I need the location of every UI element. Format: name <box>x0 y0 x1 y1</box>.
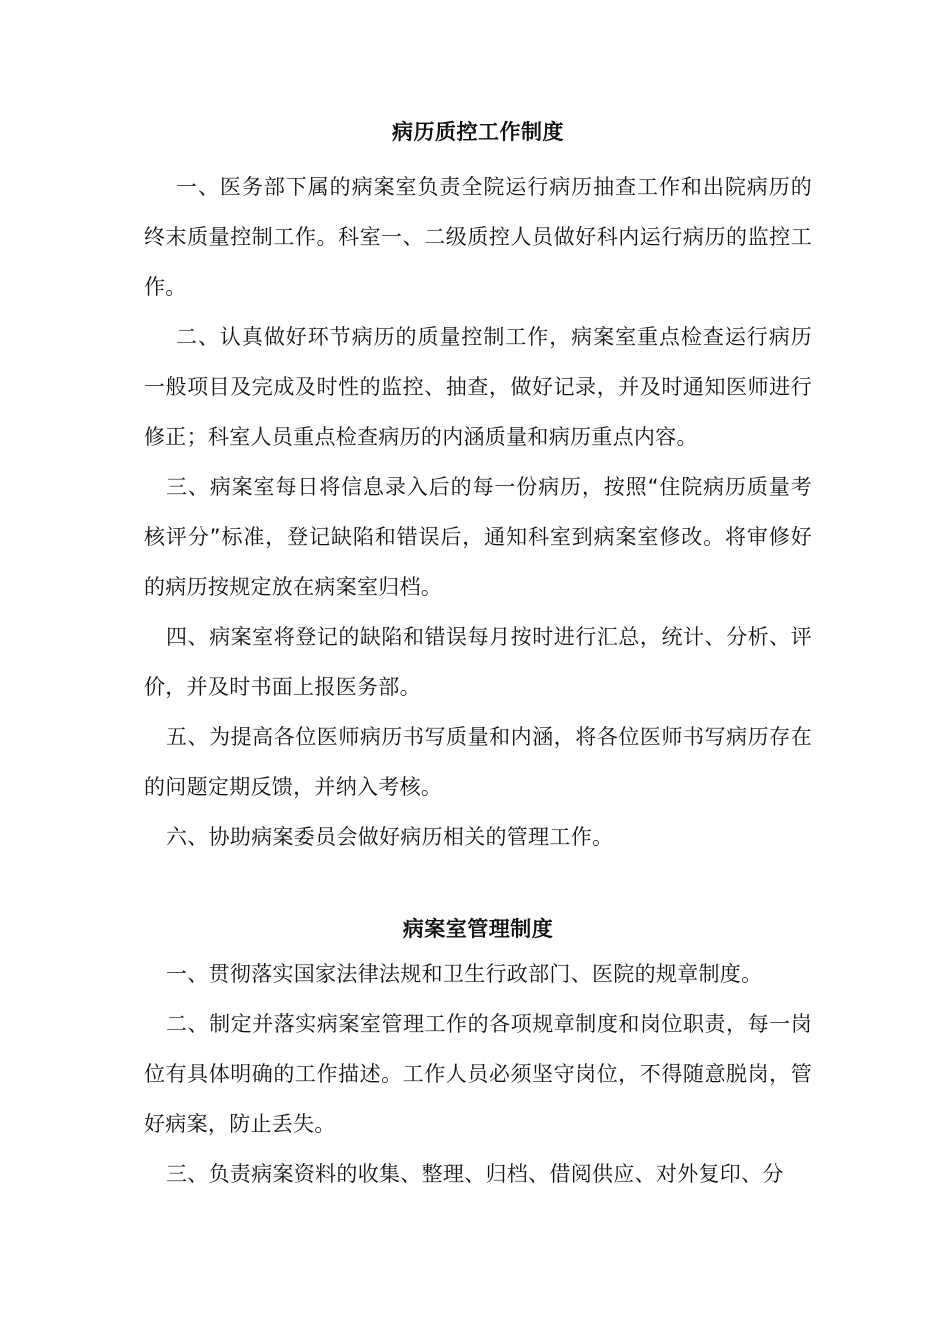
paragraph: 二、认真做好环节病历的质量控制工作，病案室重点检查运行病历一般项目及完成及时性的监控、抽查，做好记录，并及时通知医师进行修正；科室人员重点检查病历的内涵质量和病历重点内容。 <box>144 325 812 449</box>
paragraph: 五、为提高各位医师病历书写质量和内涵，将各位医师书写病历存在的问题定期反馈，并纳入考核。 <box>144 725 812 799</box>
document-page <box>144 112 812 1199</box>
paragraph: 二、制定并落实病案室管理工作的各项规章制度和岗位职责，每一岗位有具体明确的工作描述。工作人员必须坚守岗位，不得随意脱岗，管好病案，防止丢失。 <box>144 1012 812 1136</box>
paragraph: 六、协助病案委员会做好病历相关的管理工作。 <box>166 825 614 849</box>
paragraph: 三、病案室每日将信息录入后的每一份病历，按照“住院病历质量考核评分”标准，登记缺陷和错误后，通知科室到病案室修改。将审修好的病历按规定放在病案室归档。 <box>144 475 812 599</box>
paragraph: 一、贯彻落实国家法律法规和卫生行政部门、医院的规章制度。 <box>166 962 763 986</box>
paragraph: 一、医务部下属的病案室负责全院运行病历抽查工作和出院病历的终末质量控制工作。科室一、二级质控人员做好科内运行病历的监控工作。 <box>144 175 812 299</box>
section-title-quality-control: 病历质控工作制度 <box>392 120 564 144</box>
paragraph: 三、负责病案资料的收集、整理、归档、借阅供应、对外复印、分 <box>166 1162 784 1186</box>
paragraph: 四、病案室将登记的缺陷和错误每月按时进行汇总，统计、分析、评价，并及时书面上报医务部。 <box>144 625 812 699</box>
section-title-records-room: 病案室管理制度 <box>402 917 554 941</box>
